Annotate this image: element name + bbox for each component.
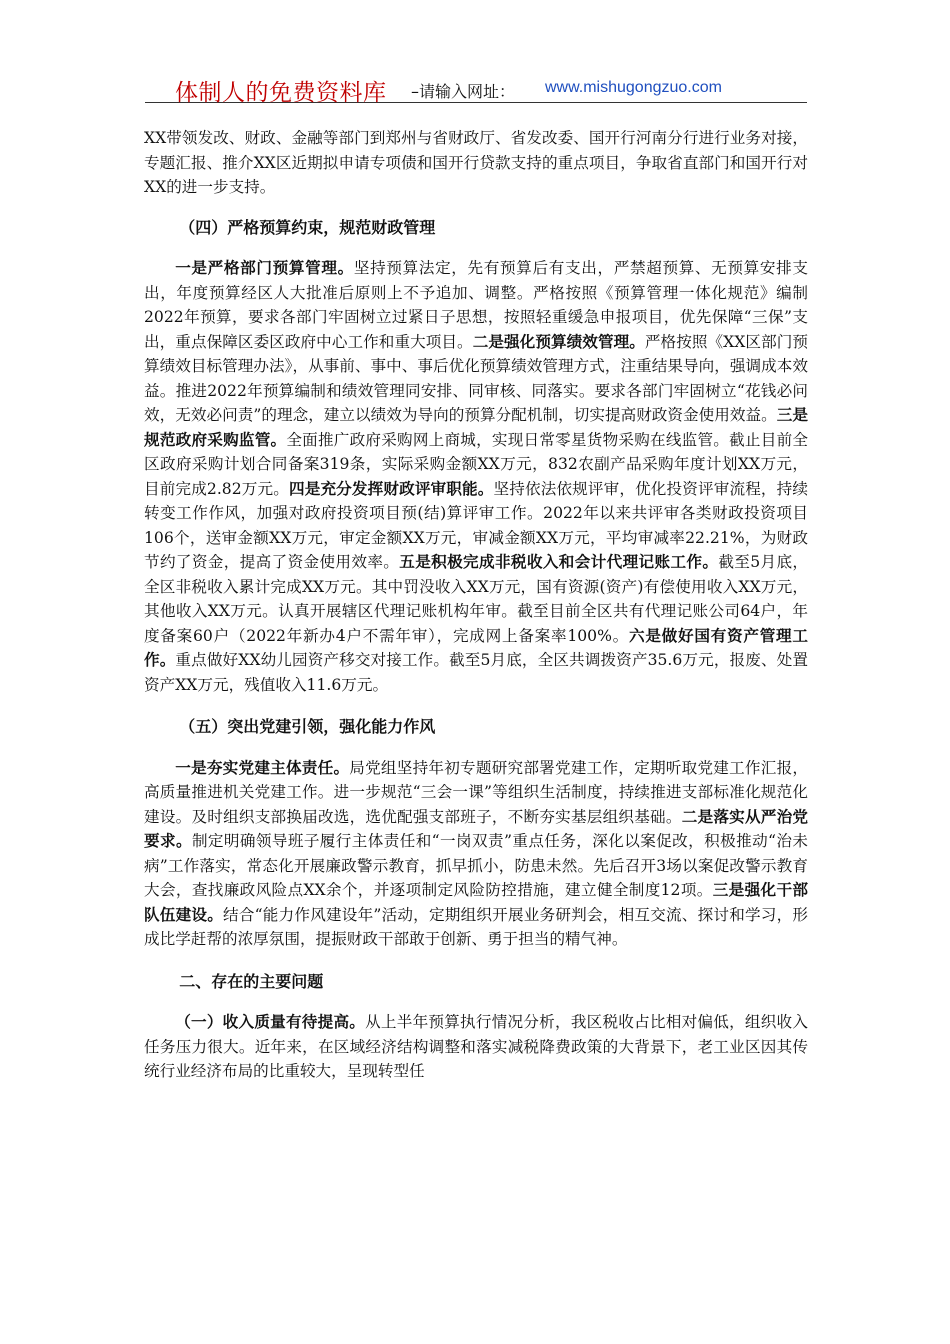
- header-brand: 体制人的免费资料库: [175, 80, 387, 106]
- header-prompt: –请输入网址：: [411, 82, 516, 101]
- item-heading: 四是充分发挥财政评审职能。: [288, 478, 494, 498]
- item-heading: 二是强化预算绩效管理。: [472, 331, 645, 351]
- header-url-link[interactable]: www.mishugongzuo.com: [545, 79, 722, 96]
- item-heading: （一）收入质量有待提高。: [175, 1012, 366, 1031]
- item-heading: 一是严格部门预算管理。: [175, 258, 354, 277]
- item-heading: 一是夯实党建主体责任。: [175, 757, 350, 777]
- item-heading: 五是积极完成非税收入和会计代理记账工作。: [399, 552, 719, 571]
- section-4-heading: （四）严格预算约束，规范财政管理: [179, 217, 436, 237]
- part-2-heading: 二、存在的主要问题: [179, 971, 324, 991]
- document-body: [144, 126, 808, 1084]
- intro-paragraph: XX带领发改、财政、金融等部门到郑州与省财政厅、省发改委、国开行河南分行进行业务对接，专题汇报、推介XX区近期拟申请专项债和国开行贷款支持的重点项目，争取省直部门和国开行对XX的进一步支持。: [144, 129, 808, 196]
- section-5-heading: （五）突出党建引领，强化能力作风: [179, 717, 436, 736]
- page-header: [145, 70, 807, 106]
- part-2-paragraph: （一）收入质量有待提高。从上半年预算执行情况分析，我区税收占比相对偏低，组织收入任务压力很大。近年来，在区域经济结构调整和落实减税降费政策的大背景下，老工业区因其传统行业经济布局的比重较大，呈现转型任: [144, 1012, 808, 1080]
- item-heading: 三是强化干部队伍建设。: [144, 880, 808, 924]
- section-4-paragraph: 一是严格部门预算管理。坚持预算法定，先有预算后有支出，严禁超预算、无预算安排支出，年度预算经区人大批准后原则上不予追加、调整。严格按照《预算管理一体化规范》编制2022年预算，要求各部门牢固树立过紧日子思想，按照轻重缓急申报项目，优先保障“三保”支出，重点保障区委区政府中心工作和重大项目。二是强化预算绩效管理。严格按照《XX区部门预算绩效目标管理办法》，从事前、事中、事后优化预算绩效管理方式，注重结果导向，强调成本效益。推进2022年预算编制和绩效管理同安排、同审核、同落实。要求各部门牢固树立“花钱必问效，无效必问责”的理念，建立以绩效为导向的预算分配机制，切实提高财政资金使用效益。三是规范政府采购监管。全面推广政府采购网上商城，实现日常零星货物采购在线监管。截止目前全区政府采购计划合同备案319条，实际采购金额XX万元，832农副产品采购年度计划XX万元，目前完成2.82万元。四是充分发挥财政评审职能。坚持依法依规评审，优化投资评审流程，持续转变工作作风，加强对政府投资项目预(结)算评审工作。2022年以来共评审各类财政投资项目106个，送审金额XX万元，审定金额XX万元，审减金额XX万元，平均审减率22.21%，为财政节约了资金，提高了资金使用效率。五是积极完成非税收入和会计代理记账工作。截至5月底，全区非税收入累计完成XX万元。其中罚没收入XX万元，国有资源(资产)有偿使用收入XX万元，其他收入XX万元。认真开展辖区代理记账机构年审。截至目前全区共有代理记账公司64户，年度备案60户（2022年新办4户不需年审），完成网上备案率100%。六是做好国有资产管理工作。重点做好XX幼儿园资产移交对接工作。截至5月底，全区共调拨资产35.6万元，报废、处置资产XX万元，残值收入11.6万元。: [144, 258, 808, 694]
- section-5-paragraph: 一是夯实党建主体责任。局党组坚持年初专题研究部署党建工作，定期听取党建工作汇报，高质量推进机关党建工作。进一步规范“三会一课”等组织生活制度，持续推进支部标准化规范化建设。及时组织支部换届改选，选优配强支部班子，不断夯实基层组织基础。二是落实从严治党要求。制定明确领导班子履行主体责任和“一岗双责”重点任务，深化以案促改，积极推动“治未病”工作落实，常态化开展廉政警示教育，抓早抓小，防患未然。先后召开3场以案促改警示教育大会，查找廉政风险点XX余个，并逐项制定风险防控措施，建立健全制度12项。三是强化干部队伍建设。结合“能力作风建设年”活动，定期组织开展业务研判会，相互交流、探讨和学习，形成比学赶帮的浓厚氛围，提振财政干部敢于创新、勇于担当的精气神。: [144, 757, 808, 948]
- item-heading: 三是规范政府采购监管。: [144, 405, 808, 449]
- item-heading: 二是落实从严治党要求。: [144, 806, 808, 850]
- item-heading: 六是做好国有资产管理工作。: [144, 625, 808, 669]
